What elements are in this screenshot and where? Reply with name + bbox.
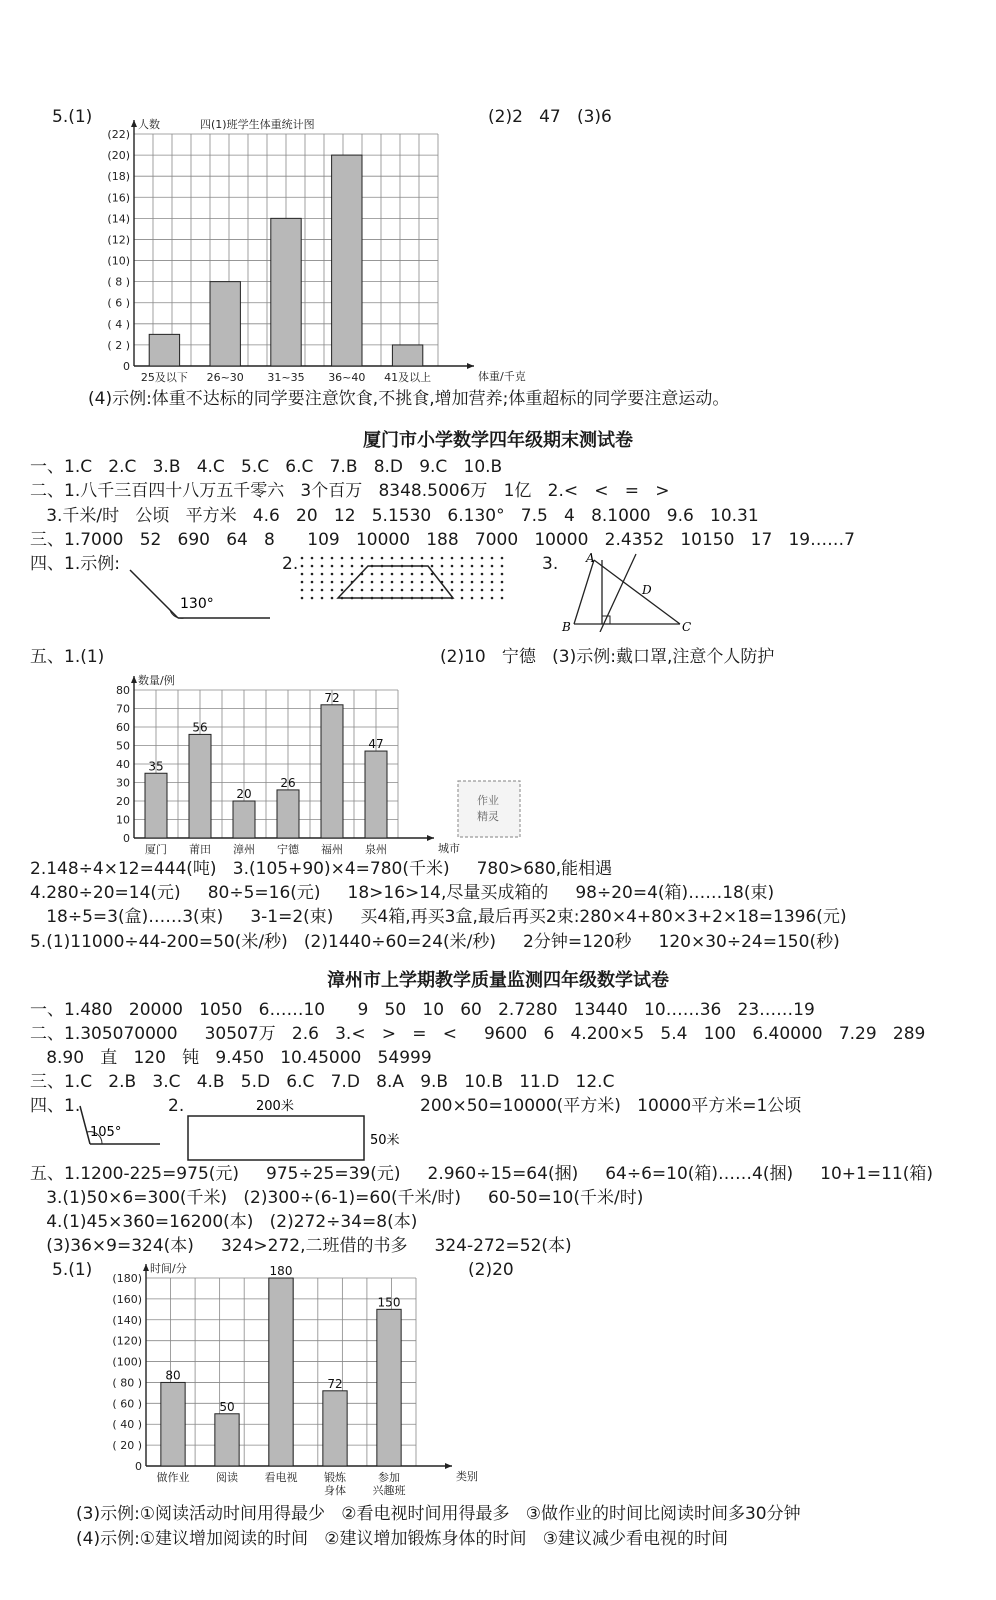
x-category-label: 做作业: [156, 1471, 190, 1484]
sec2-q5-label: 5.(1): [52, 1260, 93, 1280]
sec1-q5-right: (2)10 宁德 (3)示例:戴口罩,注意个人防护: [440, 647, 775, 667]
grid-dot: [331, 565, 334, 568]
time-chart-svg: [96, 1260, 476, 1510]
sec2-q5-right: (2)20: [468, 1260, 514, 1280]
grid-dot: [501, 565, 504, 568]
y-tick-label: 30: [116, 776, 130, 790]
grid-dot: [331, 557, 334, 560]
grid-dot: [321, 581, 324, 584]
y-tick-label: ( 20 ): [112, 1439, 142, 1453]
grid-dot: [501, 557, 504, 560]
y-tick-label: ( 80 ): [112, 1376, 142, 1390]
triangle-svg: [560, 552, 700, 632]
bar: [145, 773, 167, 838]
grid-dot: [351, 589, 354, 592]
grid-dot: [351, 573, 354, 576]
y-tick-label: (14): [107, 212, 130, 226]
angle-130-svg: [120, 560, 280, 630]
grid-dot: [451, 557, 454, 560]
grid-dot: [431, 589, 434, 592]
sec2-line-6: 五、1.1200-225=975(元) 975÷25=39(元) 2.960÷15=64(捆) 64÷6=10(箱)……4(捆) 10+1=11(箱): [30, 1164, 933, 1184]
y-tick-label: 10: [116, 813, 130, 827]
grid-dot: [341, 557, 344, 560]
x-category-label: 兴趣班: [372, 1484, 406, 1497]
bar-value-label: 72: [327, 1376, 343, 1391]
y-tick-label: 60: [116, 721, 130, 734]
grid-dot: [441, 565, 444, 568]
bar: [161, 1382, 185, 1466]
bar: [365, 751, 387, 838]
grid-dot: [341, 589, 344, 592]
sec2-line-10: (3)示例:①阅读活动时间用得最少 ②看电视时间用得最多 ③做作业的时间比阅读时间多30分钟: [76, 1504, 801, 1524]
y-tick-label: 20: [116, 795, 130, 808]
grid-dot: [481, 573, 484, 576]
grid-dot: [341, 573, 344, 576]
grid-dot: [471, 565, 474, 568]
grid-dot: [411, 589, 414, 592]
grid-dot: [331, 597, 334, 600]
y-tick-label: ( 4 ): [107, 317, 130, 331]
grid-dot: [361, 557, 364, 560]
rectangle-figure: [186, 1094, 406, 1170]
grid-dot: [351, 565, 354, 568]
sec2-line-1: 一、1.480 20000 1050 6……10 9 50 10 60 2.7280 13440 10……36 23……19: [30, 1000, 815, 1020]
y-tick-label: (18): [107, 170, 130, 184]
grid-dot: [331, 581, 334, 584]
x-axis-label: 城市: [438, 842, 460, 855]
sec2-line-9: (3)36×9=324(本) 324>272,二班借的书多 324-272=52(本): [30, 1236, 572, 1256]
x-category-label: 漳州: [233, 843, 255, 856]
grid-dot: [321, 565, 324, 568]
sec1-line-5b: 2.: [282, 554, 299, 574]
sec1-line-2: 二、1.八千三百四十八万五千零六 3个百万 8348.5006万 1亿 2.< < = >: [30, 481, 670, 501]
sec1-q5-label: 五、1.(1): [30, 647, 105, 667]
sec2-line-11: (4)示例:①建议增加阅读的时间 ②建议增加锻炼身体的时间 ③建议减少看电视的时间: [76, 1529, 728, 1549]
grid-dot: [501, 581, 504, 584]
y-tick-label: (20): [107, 149, 130, 163]
grid-dot: [371, 573, 374, 576]
grid-dot: [451, 581, 454, 584]
grid-dot: [401, 557, 404, 560]
bar-value-label: 50: [219, 1399, 235, 1414]
angle-105-figure: [76, 1100, 166, 1154]
grid-dot: [391, 557, 394, 560]
grid-dot: [361, 581, 364, 584]
y-axis-label: 数量/例: [138, 674, 175, 687]
grid-dot: [421, 589, 424, 592]
x-category-label: 25及以下: [140, 371, 188, 384]
grid-dot: [381, 557, 384, 560]
y-axis-label: 人数: [138, 118, 160, 131]
grid-dot: [301, 581, 304, 584]
chart-title: 四(1)班学生体重统计图: [200, 118, 315, 131]
grid-dot: [501, 597, 504, 600]
stamp-line2: 精灵: [477, 810, 499, 823]
bar-value-label: 150: [377, 1295, 401, 1310]
grid-dot: [391, 573, 394, 576]
grid-dot: [471, 557, 474, 560]
sec2-line-4: 三、1.C 2.B 3.C 4.B 5.D 6.C 7.D 8.A 9.B 10.B 11.D 12.C: [30, 1072, 615, 1092]
y-axis-arrow: [131, 676, 137, 683]
bar: [392, 345, 422, 366]
bar: [321, 705, 343, 838]
bar: [189, 734, 211, 838]
grid-dot: [301, 597, 304, 600]
y-tick-label: (180): [112, 1272, 142, 1285]
stamp-line1: 作业: [477, 794, 499, 807]
sec1-line-10: 5.(1)11000÷44-200=50(米/秒) (2)1440÷60=24(米/秒) 2分钟=120秒 120×30÷24=150(秒): [30, 932, 840, 952]
y-tick-label: (16): [107, 191, 130, 205]
grid-dot: [491, 557, 494, 560]
grid-dot: [431, 557, 434, 560]
grid-dot: [371, 589, 374, 592]
top-q5-4: (4)示例:体重不达标的同学要注意饮食,不挑食,增加营养;体重超标的同学要注意运动。: [88, 389, 730, 409]
grid-dot: [401, 573, 404, 576]
grid-dot: [471, 573, 474, 576]
q5-label-top: 5.(1): [52, 107, 93, 127]
grid-dot: [441, 557, 444, 560]
bar-value-label: 56: [192, 720, 208, 735]
grid-dot: [431, 565, 434, 568]
stamp-svg: [455, 778, 525, 842]
x-axis-label: 体重/千克: [478, 370, 526, 383]
grid-dot: [491, 565, 494, 568]
grid-dot: [401, 581, 404, 584]
grid-dot: [481, 565, 484, 568]
grid-dot: [321, 589, 324, 592]
sec1-line-3: 3.千米/时 公顷 平方米 4.6 20 12 5.1530 6.130° 7.5 4 8.1000 9.6 10.31: [30, 506, 759, 526]
bar: [271, 218, 301, 366]
grid-dot: [311, 557, 314, 560]
sec2-line-5c: 200×50=10000(平方米) 10000平方米=1公顷: [420, 1096, 802, 1116]
grid-dot: [421, 557, 424, 560]
stamp-image: [455, 778, 525, 846]
y-tick-label: (160): [112, 1292, 142, 1306]
grid-dot: [341, 565, 344, 568]
y-tick-label: 0: [135, 1460, 142, 1473]
angle-130-label: 130°: [180, 596, 214, 612]
dot-grid-figure: [298, 556, 513, 615]
city-chart-svg: [92, 648, 460, 858]
y-tick-label: (120): [112, 1334, 142, 1348]
grid-dot: [391, 581, 394, 584]
grid-dot: [501, 589, 504, 592]
grid-dot: [451, 573, 454, 576]
sec2-line-3: 8.90 直 120 钝 9.450 10.45000 54999: [30, 1048, 432, 1068]
y-tick-label: (100): [112, 1355, 142, 1369]
grid-dot: [431, 581, 434, 584]
rectangle-svg: [186, 1094, 406, 1166]
x-category-label: 泉州: [365, 843, 387, 856]
y-tick-label: ( 60 ): [112, 1397, 142, 1411]
y-tick-label: ( 8 ): [107, 275, 130, 289]
y-tick-label: 80: [116, 684, 130, 697]
bar: [233, 801, 255, 838]
grid-dot: [461, 597, 464, 600]
grid-dot: [331, 573, 334, 576]
x-axis-arrow: [427, 835, 434, 841]
grid-dot: [341, 581, 344, 584]
grid-dot: [301, 573, 304, 576]
y-tick-label: ( 40 ): [112, 1418, 142, 1432]
y-axis-arrow: [131, 120, 137, 127]
angle-105-label: 105°: [90, 1125, 122, 1140]
y-tick-label: 50: [116, 739, 130, 753]
grid-dot: [481, 597, 484, 600]
grid-dot: [461, 565, 464, 568]
angle-130-figure: [120, 560, 280, 634]
bar: [210, 282, 240, 366]
grid-dot: [321, 597, 324, 600]
grid-dot: [421, 581, 424, 584]
x-category-label: 莆田: [189, 843, 211, 856]
grid-dot: [481, 557, 484, 560]
y-tick-label: ( 6 ): [107, 296, 130, 310]
grid-dot: [411, 573, 414, 576]
x-category-label: 阅读: [216, 1471, 238, 1484]
x-category-label: 31~35: [267, 371, 305, 384]
triangle-figure: [560, 552, 700, 636]
grid-dot: [441, 589, 444, 592]
angle-105-svg: [76, 1100, 166, 1150]
rect-width-label: 200米: [256, 1099, 294, 1114]
grid-dot: [381, 573, 384, 576]
tri-label-a: A: [586, 552, 595, 565]
grid-dot: [411, 557, 414, 560]
x-category-label: 宁德: [277, 843, 299, 856]
sec2-line-2: 二、1.305070000 30507万 2.6 3.< > = < 9600 6 4.200×5 5.4 100 6.40000 7.29 289: [30, 1024, 926, 1044]
grid-dot: [401, 589, 404, 592]
bar: [277, 790, 299, 838]
grid-dot: [311, 565, 314, 568]
sec1-line-5a: 四、1.示例:: [30, 554, 120, 574]
weight-chart-svg: [90, 100, 526, 400]
bar-value-label: 72: [324, 690, 340, 705]
bar-value-label: 47: [368, 737, 384, 752]
grid-dot: [491, 597, 494, 600]
dot-grid-svg: [298, 556, 513, 611]
bar-value-label: 180: [269, 1264, 293, 1278]
grid-dot: [461, 581, 464, 584]
grid-dot: [371, 557, 374, 560]
grid-dot: [491, 589, 494, 592]
city-chart: [92, 648, 460, 862]
grid-dot: [451, 589, 454, 592]
grid-dot: [371, 581, 374, 584]
x-category-label: 身体: [324, 1484, 346, 1497]
bar: [332, 155, 362, 366]
bar-value-label: 80: [165, 1368, 181, 1383]
bar: [269, 1278, 293, 1466]
bar-value-label: 26: [280, 775, 296, 790]
y-tick-label: ( 2 ): [107, 338, 130, 352]
grid-dot: [451, 565, 454, 568]
grid-dot: [321, 557, 324, 560]
sec2-title: 漳州市上学期教学质量监测四年级数学试卷: [327, 970, 669, 991]
sec1-line-7: 2.148÷4×12=444(吨) 3.(105+90)×4=780(千米) 780>680,能相遇: [30, 859, 613, 879]
sec1-line-5c: 3.: [542, 554, 559, 574]
x-category-label: 41及以上: [384, 371, 432, 384]
grid-dot: [461, 557, 464, 560]
y-tick-label: 0: [123, 832, 130, 845]
tri-label-d: D: [642, 583, 652, 597]
grid-dot: [441, 573, 444, 576]
sec2-line-8: 4.(1)45×360=16200(本) (2)272÷34=8(本): [30, 1212, 418, 1232]
bar: [377, 1309, 401, 1466]
grid-dot: [501, 573, 504, 576]
x-axis-label: 类别: [456, 1470, 478, 1483]
grid-dot: [471, 581, 474, 584]
grid-dot: [311, 597, 314, 600]
grid-dot: [421, 573, 424, 576]
sec2-line-7: 3.(1)50×6=300(千米) (2)300÷(6-1)=60(千米/时) 60-50=10(千米/时): [30, 1188, 644, 1208]
grid-dot: [321, 573, 324, 576]
x-category-label: 看电视: [264, 1471, 298, 1484]
x-axis-arrow: [467, 363, 474, 369]
x-category-label: 福州: [321, 843, 343, 856]
time-chart: [96, 1260, 476, 1514]
y-tick-label: (10): [107, 254, 130, 268]
sec1-line-8: 4.280÷20=14(元) 80÷5=16(元) 18>16>14,尽量买成箱的 98÷20=4(箱)……18(束): [30, 883, 775, 903]
grid-dot: [391, 589, 394, 592]
x-category-label: 参加: [378, 1471, 400, 1484]
grid-dot: [361, 589, 364, 592]
grid-dot: [381, 589, 384, 592]
y-axis-label: 时间/分: [150, 1262, 187, 1275]
x-category-label: 36~40: [328, 371, 366, 384]
y-tick-label: 70: [116, 702, 130, 716]
x-category-label: 厦门: [145, 843, 167, 856]
grid-dot: [311, 581, 314, 584]
bar-value-label: 20: [236, 787, 252, 801]
grid-dot: [361, 565, 364, 568]
grid-dot: [301, 565, 304, 568]
grid-dot: [491, 573, 494, 576]
grid-dot: [461, 589, 464, 592]
grid-dot: [411, 581, 414, 584]
y-tick-label: (12): [107, 233, 130, 247]
y-tick-label: 0: [123, 360, 130, 373]
sec1-line-9: 18÷5=3(盒)……3(束) 3-1=2(束) 买4箱,再买3盒,最后再买2束:280×4+80×3+2×18=1396(元): [30, 907, 847, 927]
sec1-title: 厦门市小学数学四年级期末测试卷: [363, 430, 633, 451]
bar: [149, 334, 179, 366]
bar: [323, 1391, 347, 1466]
grid-dot: [311, 589, 314, 592]
grid-dot: [461, 573, 464, 576]
grid-dot: [481, 581, 484, 584]
grid-dot: [471, 589, 474, 592]
y-axis-arrow: [143, 1264, 149, 1271]
y-tick-label: 40: [116, 758, 130, 771]
grid-dot: [481, 589, 484, 592]
grid-dot: [331, 589, 334, 592]
x-axis-arrow: [445, 1463, 452, 1469]
sec1-line-1: 一、1.C 2.C 3.B 4.C 5.C 6.C 7.B 8.D 9.C 10.B: [30, 457, 503, 477]
y-tick-label: (22): [107, 128, 130, 141]
x-category-label: 锻炼: [324, 1471, 346, 1484]
rect-height-label: 50米: [370, 1133, 400, 1148]
grid-dot: [311, 573, 314, 576]
grid-dot: [301, 589, 304, 592]
tri-label-b: B: [562, 620, 571, 632]
grid-dot: [301, 557, 304, 560]
grid-dot: [381, 581, 384, 584]
sec2-line-5a: 四、1.: [30, 1096, 81, 1116]
grid-dot: [491, 581, 494, 584]
bar-value-label: 35: [148, 759, 164, 774]
grid-dot: [471, 597, 474, 600]
sec2-line-5b: 2.: [168, 1096, 185, 1116]
tri-label-c: C: [682, 620, 692, 632]
grid-dot: [351, 557, 354, 560]
y-tick-label: (140): [112, 1313, 142, 1327]
bar: [215, 1414, 239, 1466]
x-category-label: 26~30: [206, 371, 244, 384]
top-right-answers: (2)2 47 (3)6: [488, 107, 612, 127]
sec1-line-4: 三、1.7000 52 690 64 8 109 10000 188 7000 10000 2.4352 10150 17 19……7: [30, 530, 855, 550]
